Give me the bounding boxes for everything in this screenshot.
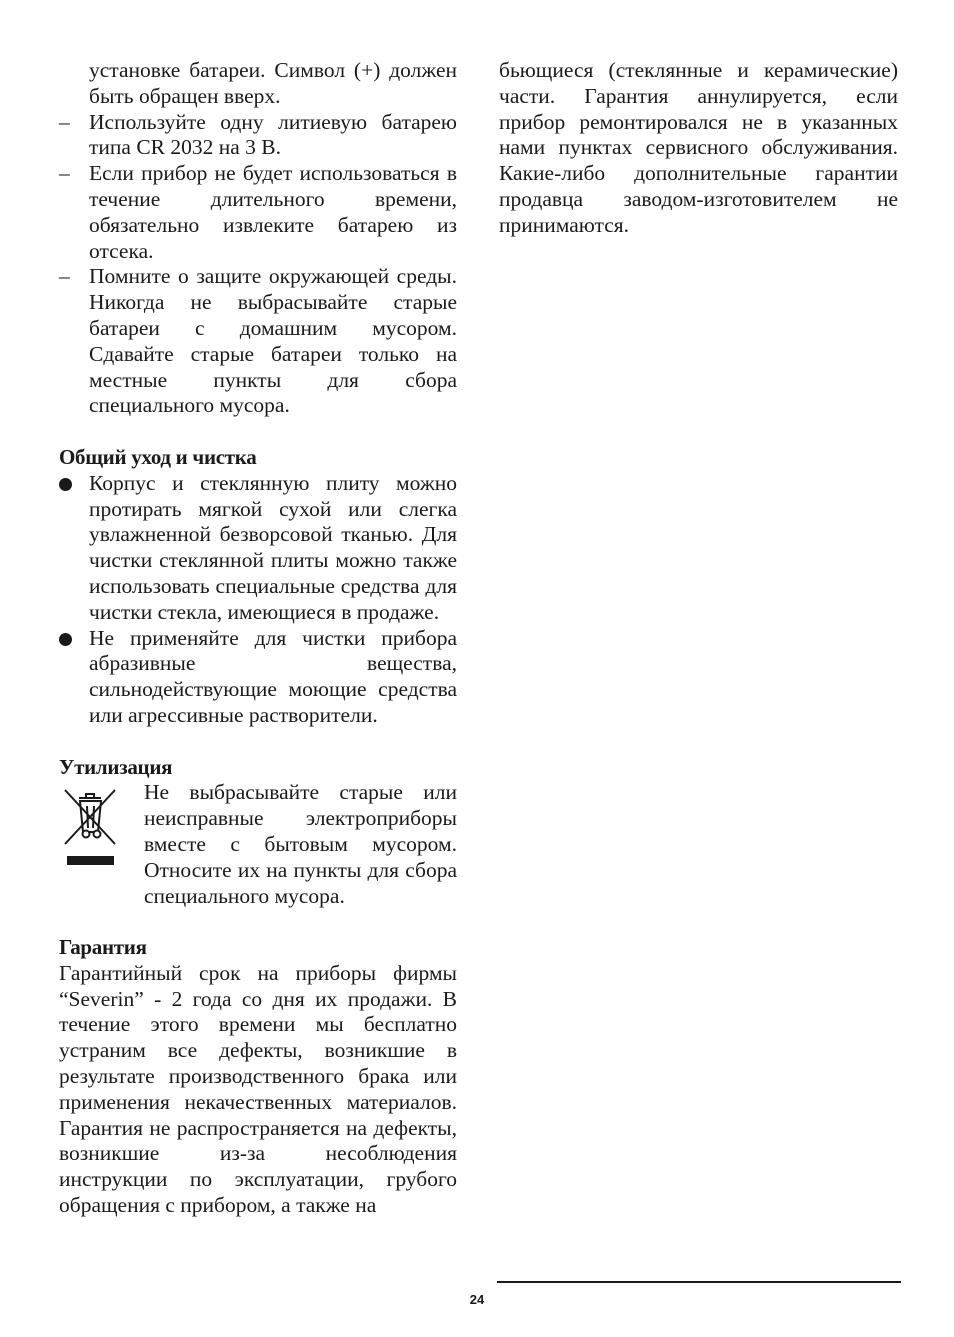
footer-rule [497,1281,901,1283]
list-item-text: Корпус и стеклянную плиту можно протирать мягкой сухой или слегка увлажненной безворсовой тканью. Для чистки стеклянной плиты можно также использовать специальные средства для чистки стекла, имеющиеся в продаже. [89,470,457,624]
crossed-out-wheelie-bin-icon [61,784,119,866]
disposal-heading: Утилизация [59,754,173,779]
list-item-text: Используйте одну литиевую батарею типа CR 2032 на 3 В. [89,109,457,160]
list-item [59,161,457,264]
list-item [59,110,457,162]
spacer [59,419,457,445]
list-item-text: Если прибор не будет использоваться в течение длительного времени, обязательно извлеките батарею из отсека. [89,161,457,263]
list-item-text: Помните о защите окружающей среды. Никогда не выбрасывайте старые батареи с домашним мусором. Сдавайте старые батареи только на местные пункты для сбора специального мусора. [89,264,457,418]
page-number: 24 [469,1292,485,1307]
left-column [59,58,457,1219]
warranty-continuation: бьющиеся (стеклянные и керамические) части. Гарантия аннулируется, если прибор ремонтировался не в указанных нами пунктах сервисного обслуживания. Какие-либо дополнительные гарантии продавца заводом-изготовителем не принимаются. [499,58,898,237]
spacer [59,729,457,755]
dash-bullet: – [59,161,70,186]
disposal-text: Не выбрасывайте старые или неисправные электроприборы вместе с бытовым мусором. Относите их на пункты для сбора специального мусора. [144,780,457,908]
list-item-text: Не применяйте для чистки прибора абразивные вещества, сильнодействующие моющие средства или агрессивные растворители. [89,625,457,727]
disposal-block [59,780,457,909]
warranty-heading: Гарантия [59,935,147,960]
care-heading: Общий уход и чистка [59,444,257,469]
list-item [59,471,457,626]
list-item [59,626,457,729]
dash-bullet: – [59,264,70,289]
round-bullet-icon [59,478,72,491]
battery-continuation: установке батареи. Символ (+) должен быть обращен вверх. [89,58,457,108]
round-bullet-icon [59,633,72,646]
warranty-text: Гарантийный срок на приборы фирмы “Severin” - 2 года со дня их продажи. В течение этого времени мы бесплатно устраним все дефекты, возникшие в результате производственного брака или применения некачественных материалов. Гарантия не распространяется на дефекты, возникшие из-за несоблюдения инструкции по эксплуатации, грубого обращения с прибором, а также на [59,960,457,1218]
spacer [59,909,457,935]
list-item [59,264,457,419]
right-column [499,58,898,239]
dash-bullet: – [59,109,70,134]
